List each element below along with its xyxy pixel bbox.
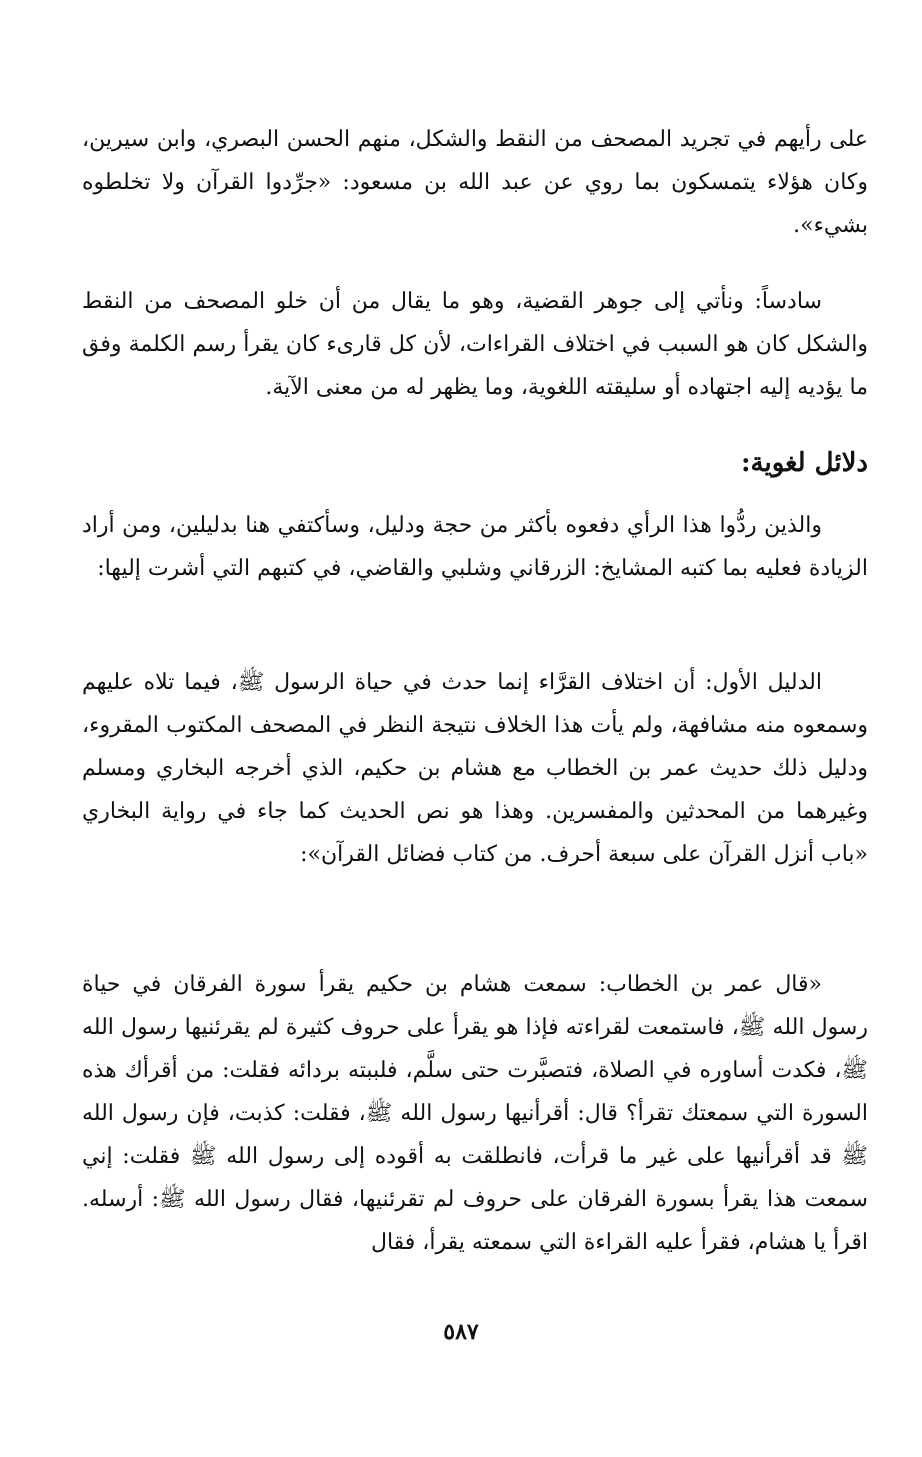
section-heading: دلائل لغوية: — [740, 448, 868, 478]
paragraph-text: الدليل الأول: أن اختلاف القرَّاء إنما حدث في حياة الرسول ﷺ، فيما تلاه عليهم وسمعوه منه مشافهة، ولم يأت هذا الخلاف نتيجة النظر في المصحف المكتوب المقروء، ودليل ذلك حديث عمر بن الخطاب مع هشام بن حكيم، الذي أخرجه البخاري ومسلم وغيرهما من المحدثين والمفسرين. وهذا هو نص الحديث كما جاء في رواية البخاري «باب أنزل القرآن على سبعة أحرف. من كتاب فضائل القرآن»: — [82, 670, 868, 867]
paragraph-hadith-quote — [82, 963, 868, 1264]
paragraph-text: على رأيهم في تجريد المصحف من النقط والشكل، منهم الحسن البصري، وابن سيرين، وكان هؤلاء يتمسكون بما روي عن عبد الله بن مسعود: «جرِّدوا القرآن ولا تخلطوه بشيء». — [82, 127, 868, 238]
page-number: ٥٨٧ — [443, 1319, 479, 1345]
paragraph-continuation — [82, 118, 868, 247]
paragraph-first-evidence — [82, 661, 868, 876]
paragraph-intro-evidence — [82, 504, 868, 590]
paragraph-sixth-point — [82, 280, 868, 409]
paragraph-text: والذين ردُّوا هذا الرأي دفعوه بأكثر من حجة ودليل، وسأكتفي هنا بدليلين، ومن أراد الزيادة فعليه بما كتبه المشايخ: الزرقاني وشلبي والقاضي، في كتبهم التي أشرت إليها: — [82, 513, 868, 581]
paragraph-text: سادساً: ونأتي إلى جوهر القضية، وهو ما يقال من أن خلو المصحف من النقط والشكل كان هو السبب في اختلاف القراءات، لأن كل قارىء كان يقرأ رسم الكلمة وفق ما يؤديه إليه اجتهاده أو سليقته اللغوية، وما يظهر له من معنى الآية. — [82, 289, 868, 400]
paragraph-text: «قال عمر بن الخطاب: سمعت هشام بن حكيم يقرأ سورة الفرقان في حياة رسول الله ﷺ، فاستمعت لقراءته فإذا هو يقرأ على حروف كثيرة لم يقرئنيها رسول الله ﷺ، فكدت أساوره في الصلاة، فتصبَّرت حتى سلَّم، فلببته بردائه فقلت: من أقرأك هذه السورة التي سمعتك تقرأ؟ قال: أقرأنيها رسول الله ﷺ، فقلت: كذبت، فإن رسول الله ﷺ قد أقرأنيها على غير ما قرأت، فانطلقت به أقوده إلى رسول الله ﷺ فقلت: إني سمعت هذا يقرأ بسورة الفرقان على حروف لم تقرئنيها، فقال رسول الله ﷺ: أرسله. اقرأ يا هشام، فقرأ عليه القراءة التي سمعته يقرأ، فقال — [82, 972, 868, 1255]
